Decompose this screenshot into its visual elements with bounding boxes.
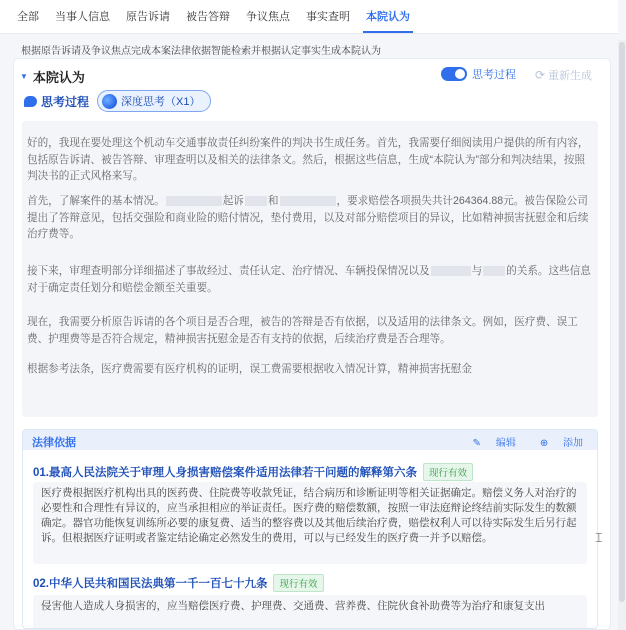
tab-court-opinion[interactable]: 本院认为 [359,8,417,33]
tab-plaintiff-claims[interactable]: 原告诉请 [126,11,170,23]
legal-basis-panel [22,429,598,629]
thinking-toggle-group [441,66,516,82]
add-icon: ⊕ [539,438,549,449]
redacted-block [245,196,267,206]
law-item-name: 01.最高人民法院关于审理人身损害赔偿案件适用法律若干问题的解释第六条 [33,467,417,479]
thinking-text: 起诉 [222,195,244,207]
law-item-text: 侵害他人造成人身损害的，应当赔偿医疗费、护理费、交通费、营养费、住院伙食补助费等为治疗和康复支出 [33,595,587,629]
regenerate-label: 重新生成 [548,70,592,82]
refresh-icon: ⟳ [534,68,545,82]
thinking-toggle[interactable] [441,67,467,81]
mouse-cursor-icon: ⌶ [595,530,603,545]
caret-down-icon[interactable]: ▼ [20,72,28,81]
thinking-row [24,90,211,112]
legal-basis-header [23,430,597,450]
edit-label: 编辑 [495,438,516,449]
deep-think-button[interactable] [97,90,211,112]
edit-button[interactable] [461,434,516,449]
thinking-paragraph-2 [27,193,594,243]
thinking-paragraph-4: 现在，我需要分析原告诉请的各个项目是否合理，被告的答辩是否有依据，以及适用的法律条文。例如，医疗费、误工费、护理费等是否符合规定，精神损害抚慰金是否有支持的依据，后续治疗费是否合理等。 [27,316,578,345]
add-button[interactable] [528,434,583,449]
section-header[interactable] [20,67,85,86]
scrollbar[interactable] [618,40,626,630]
scrollbar-thumb[interactable] [619,42,625,602]
add-label: 添加 [563,438,583,449]
legal-basis-title: 法律依据 [32,437,76,449]
law-item-title[interactable] [33,463,473,481]
thinking-label: 思考过程 [41,94,90,109]
edit-icon: ✎ [472,438,482,449]
legal-basis-actions [449,434,583,449]
law-item-name: 02.中华人民共和国民法典第一千一百七十九条 [33,578,268,590]
regenerate-button[interactable] [535,67,592,83]
status-badge: 现行有效 [273,574,323,592]
law-item-text: 医疗费根据医疗机构出具的医药费、住院费等收款凭证，结合病历和诊断证明等相关证据确定。赔偿义务人对治疗的必要性和合理性有异议的，应当承担相应的举证责任。医疗费的赔偿数额，按照一审法庭辩论终结前实际发生的数额确定。器官功能恢复训练所必要的康复费、适当的整容费以及其他后续治疗费，赔偿权利人可以待实际发生后另行起诉。但根据医疗证明或者鉴定结论确定必然发生的费用，可以与已经发生的医疗费一并予以赔偿。 [33,482,587,564]
law-item-title[interactable] [33,574,324,592]
thinking-text: ，要求赔偿各项损失共计264364.88元。被告保险公司提出了答辩意见，包括交强险和商业险的赔付情况，垫付费用，以及对部分赔偿项目的异议，比如精神损害抚慰金和后续治疗费等。 [27,195,589,240]
thinking-paragraph-5: 根据参考法条，医疗费需要有医疗机构的证明，误工费需要根据收入情况计算，精神损害抚慰金 [27,363,472,375]
tab-fact-findings[interactable]: 事实查明 [306,11,350,23]
tab-party-info[interactable]: 当事人信息 [55,11,110,23]
status-badge: 现行有效 [423,463,473,481]
tab-all[interactable]: 全部 [17,11,39,23]
thinking-text: 的关系。这些信息对于确定责任划分和赔偿金额至关重要。 [27,265,591,294]
thinking-text: 和 [267,195,279,207]
section-title: 本院认为 [32,70,85,85]
redacted-block [483,266,505,276]
chat-bubble-icon [24,96,37,107]
redacted-block [431,266,471,276]
deep-think-label: 深度思考（X1） [121,96,201,108]
thinking-text: 接下来，审理查明部分详细描述了事故经过、责任认定、治疗情况、车辆投保情况以及 [27,265,430,277]
tab-defendant-reply[interactable]: 被告答辩 [186,11,230,23]
thinking-paragraph-1: 好的，我现在要处理这个机动车交通事故责任纠纷案件的判决书生成任务。首先，我需要仔细阅读用户提供的所有内容，包括原告诉请、被告答辩、审理查明以及相关的法律条文。然后，根据这些信息，生成“本院认为”部分和判决结果，按照判决书的正式风格来写。 [27,137,589,182]
tab-dispute-focus[interactable]: 争议焦点 [246,11,290,23]
tab-bar [0,0,618,34]
thinking-text: 首先，了解案件的基本情况。 [27,195,165,207]
court-opinion-card [14,59,610,629]
redacted-block [280,196,336,206]
thinking-paragraph-3 [27,263,594,296]
thinking-content [22,121,598,417]
thinking-text: 与 [471,265,483,277]
redacted-block [166,196,222,206]
thinking-toggle-label: 思考过程 [472,69,516,81]
page-subtitle: 根据原告诉请及争议焦点完成本案法律依据智能检索并根据认定事实生成本院认为 [21,46,381,57]
deep-think-logo-icon [102,94,117,109]
